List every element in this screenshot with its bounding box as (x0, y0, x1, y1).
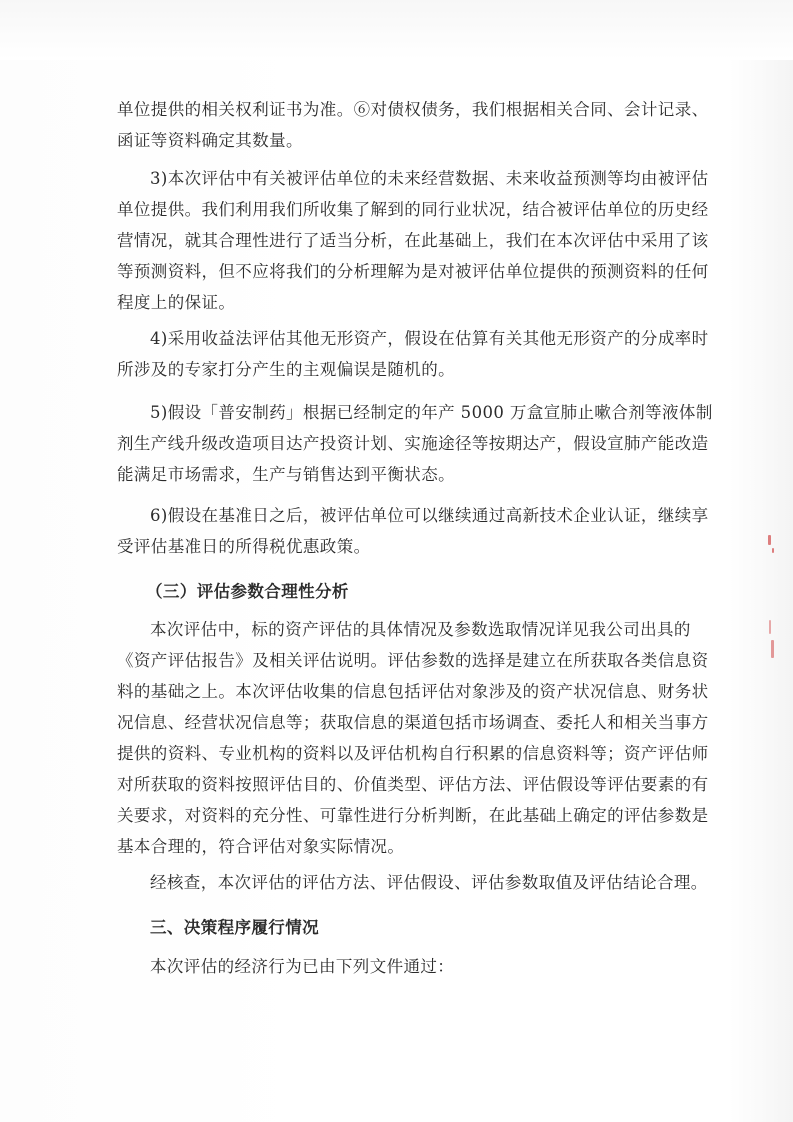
text-line: 单位提供。我们利用我们所收集了解到的同行业状况，结合被评估单位的历史经 (117, 200, 709, 219)
text-line: 经核查，本次评估的评估方法、评估假设、评估参数取值及评估结论合理。 (150, 873, 708, 892)
text-line: 函证等资料确定其数量。 (117, 131, 303, 150)
text-line: 剂生产线升级改造项目达产投资计划、实施途径等按期达产，假设宣肺产能改造 (117, 434, 709, 453)
text-line: 营情况，就其合理性进行了适当分析，在此基础上，我们在本次评估中采用了该 (117, 231, 709, 250)
text-line: 单位提供的相关权利证书为准。⑥对债权债务，我们根据相关合同、会计记录、 (117, 100, 709, 119)
text-line: 4)采用收益法评估其他无形资产，假设在估算有关其他无形资产的分成率时 (150, 329, 709, 348)
section-heading: （三）评估参数合理性分析 (146, 582, 349, 601)
paragraph-approval-docs (117, 951, 677, 982)
text-line: 等预测资料，但不应将我们的分析理解为是对被评估单位提供的预测资料的任何 (117, 262, 709, 281)
text-line: 本次评估中，标的资产评估的具体情况及参数选取情况详见我公司出具的 (150, 620, 691, 639)
paragraph-rights-certificates (117, 94, 709, 156)
paragraph-intangible-assets (117, 323, 709, 385)
text-line: 况信息、经营状况信息等；获取信息的渠道包括市场调查、委托人和相关当事方 (117, 713, 709, 732)
text-line: 3)本次评估中有关被评估单位的未来经营数据、未来收益预测等均由被评估 (150, 169, 709, 188)
paragraph-tax-incentive (117, 500, 709, 562)
text-line: 本次评估的经济行为已由下列文件通过： (150, 957, 455, 976)
stamp-edge-mark (771, 640, 774, 658)
text-line: 《资产评估报告》及相关评估说明。评估参数的选择是建立在所获取各类信息资 (117, 651, 709, 670)
paragraph-production-plan (117, 397, 713, 490)
text-line: 基本合理的，符合评估对象实际情况。 (117, 837, 405, 856)
text-line: 受评估基准日的所得税优惠政策。 (117, 537, 371, 556)
text-line: 对所获取的资料按照评估目的、价值类型、评估方法、评估假设等评估要素的有 (117, 775, 709, 794)
text-line: 所涉及的专家打分产生的主观偏误是随机的。 (117, 360, 455, 379)
stamp-edge-mark (769, 620, 771, 634)
text-line: 能满足市场需求，生产与销售达到平衡状态。 (117, 465, 455, 484)
scan-shading (0, 0, 793, 60)
stamp-edge-mark (768, 535, 771, 545)
text-line: 关要求，对资料的充分性、可靠性进行分析判断，在此基础上确定的评估参数是 (117, 806, 709, 825)
stamp-edge-mark (772, 548, 774, 553)
paragraph-parameter-analysis (117, 614, 709, 862)
text-line: 程度上的保证。 (117, 293, 236, 312)
text-line: 提供的资料、专业机构的资料以及评估机构自行积累的信息资料等；资产评估师 (117, 744, 709, 763)
text-line: 6)假设在基准日之后，被评估单位可以继续通过高新技术企业认证，继续享 (150, 506, 709, 525)
paragraph-conclusion (117, 867, 708, 898)
text-line: 5)假设「普安制药」根据已经制定的年产 5000 万盒宣肺止嗽合剂等液体制 (150, 403, 713, 422)
paragraph-forecast-data (117, 163, 709, 318)
chapter-heading: 三、决策程序履行情况 (150, 918, 319, 937)
text-line: 料的基础之上。本次评估收集的信息包括评估对象涉及的资产状况信息、财务状 (117, 682, 709, 701)
